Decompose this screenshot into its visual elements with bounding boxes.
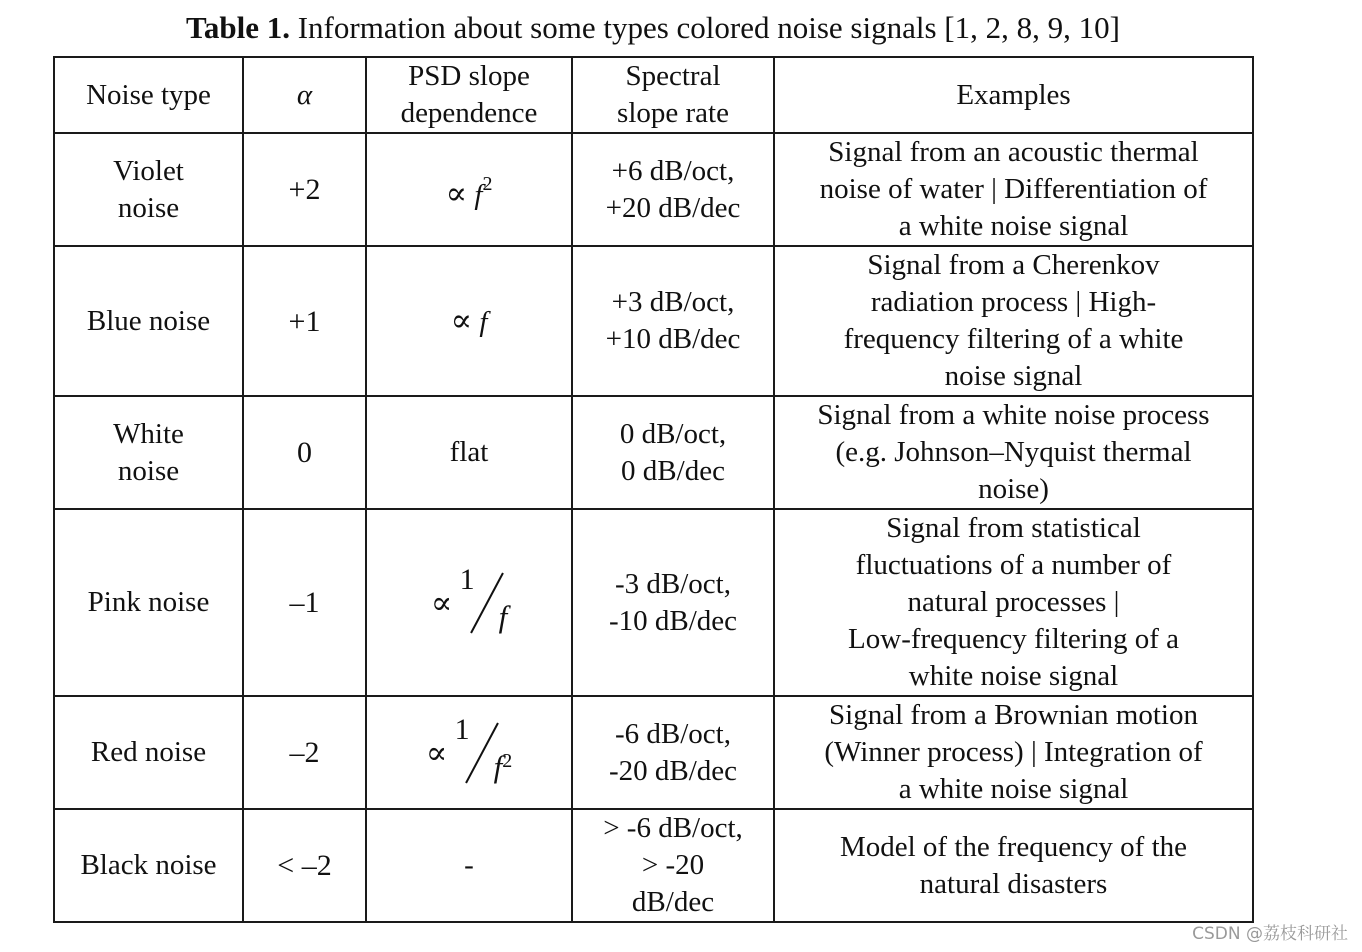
cell-noise-type: Red noise bbox=[54, 696, 243, 809]
cell-psd: ∝ 1 f bbox=[366, 509, 572, 696]
table-row bbox=[54, 696, 1253, 809]
cell-noise-type: Blue noise bbox=[54, 246, 243, 396]
cell-alpha: –1 bbox=[243, 509, 366, 696]
cell-rate: +6 dB/oct, +20 dB/dec bbox=[572, 133, 774, 246]
header-rate: Spectral slope rate bbox=[572, 57, 774, 133]
cell-rate: -6 dB/oct, -20 dB/dec bbox=[572, 696, 774, 809]
cell-examples: Signal from a Brownian motion (Winner process) | Integration of a white noise signal bbox=[774, 696, 1253, 809]
cell-noise-type: White noise bbox=[54, 396, 243, 509]
cell-psd: flat bbox=[366, 396, 572, 509]
cell-rate: +3 dB/oct, +10 dB/dec bbox=[572, 246, 774, 396]
cell-alpha: < –2 bbox=[243, 809, 366, 922]
header-alpha: α bbox=[243, 57, 366, 133]
header-psd: PSD slope dependence bbox=[366, 57, 572, 133]
cell-alpha: –2 bbox=[243, 696, 366, 809]
table-row bbox=[54, 809, 1253, 922]
cell-rate: -3 dB/oct, -10 dB/dec bbox=[572, 509, 774, 696]
cell-rate: > -6 dB/oct, > -20 dB/dec bbox=[572, 809, 774, 922]
cell-noise-type: Pink noise bbox=[54, 509, 243, 696]
table-caption bbox=[0, 8, 1306, 48]
cell-alpha: +2 bbox=[243, 133, 366, 246]
table-row bbox=[54, 133, 1253, 246]
noise-table bbox=[53, 56, 1254, 923]
cell-psd: ∝ f bbox=[366, 246, 572, 396]
table-row bbox=[54, 246, 1253, 396]
cell-noise-type: Violet noise bbox=[54, 133, 243, 246]
cell-psd: - bbox=[366, 809, 572, 922]
header-row bbox=[54, 57, 1253, 133]
fraction: 1 f 2 bbox=[454, 712, 513, 784]
cell-examples: Signal from an acoustic thermal noise of water | Differentiation of a white noise signal bbox=[774, 133, 1253, 246]
cell-psd: ∝ 1 f 2 bbox=[366, 696, 572, 809]
table-row bbox=[54, 396, 1253, 509]
cell-alpha: 0 bbox=[243, 396, 366, 509]
fraction: 1 f bbox=[459, 562, 508, 634]
cell-psd: ∝ $f^2$ bbox=[366, 133, 572, 246]
cell-noise-type: Black noise bbox=[54, 809, 243, 922]
header-noise-type: Noise type bbox=[54, 57, 243, 133]
cell-examples: Signal from a Cherenkov radiation process | High- frequency filtering of a white noise signal bbox=[774, 246, 1253, 396]
caption-label: Table 1. bbox=[186, 10, 290, 45]
cell-examples: Signal from a white noise process (e.g. Johnson–Nyquist thermal noise) bbox=[774, 396, 1253, 509]
watermark: CSDN @荔枝科研社 bbox=[1192, 924, 1348, 944]
header-examples: Examples bbox=[774, 57, 1253, 133]
cell-examples: Model of the frequency of the natural disasters bbox=[774, 809, 1253, 922]
cell-examples: Signal from statistical fluctuations of a number of natural processes | Low-frequency filtering of a white noise signal bbox=[774, 509, 1253, 696]
table-row bbox=[54, 509, 1253, 696]
caption-text: Information about some types colored noise signals [1, 2, 8, 9, 10] bbox=[297, 10, 1120, 45]
cell-alpha: +1 bbox=[243, 246, 366, 396]
cell-rate: 0 dB/oct, 0 dB/dec bbox=[572, 396, 774, 509]
